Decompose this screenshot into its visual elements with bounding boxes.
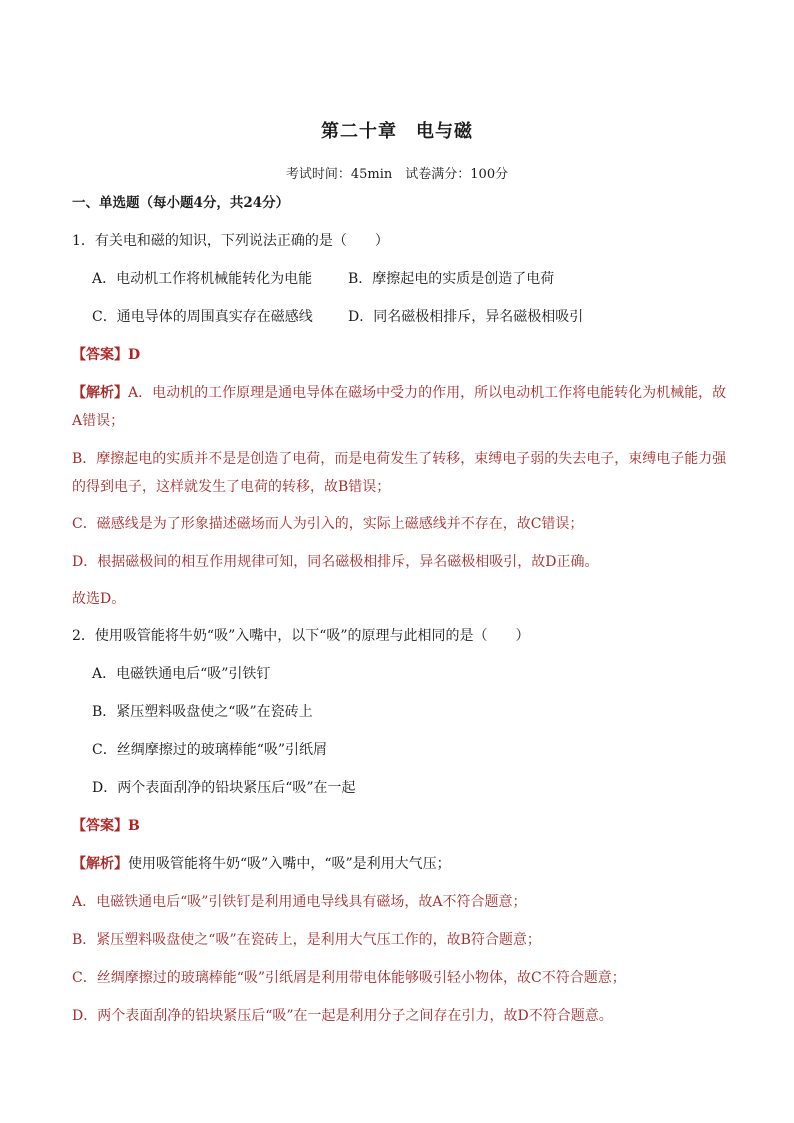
question-1-stem: 1．有关电和磁的知识，下列说法正确的是（ ）	[72, 233, 389, 249]
analysis-text: A．电动机的工作原理是通电导体在磁场中受力的作用，所以电动机工作将电能转化为机械能，故	[128, 385, 727, 401]
question-1-analysis-c-line: C．磁感线是为了形象描述磁场而人为引入的，实际上磁感线并不存在，故C错误；	[72, 516, 584, 532]
question-2-analysis-a-line: A．电磁铁通电后“吸”引铁钉是利用通电导线具有磁场，故A不符合题意；	[72, 894, 527, 910]
page-title: 第二十章 电与磁	[321, 121, 473, 142]
answer-value: B	[128, 818, 140, 834]
exam-info: 考试时间：45min 试卷满分：100分	[285, 167, 509, 182]
question-1-analysis-b-line2: 的得到电子，这样就发生了电荷的转移，故B错误；	[72, 479, 391, 495]
question-2-answer	[72, 816, 140, 836]
question-2-option-d: D．两个表面刮净的铅块紧压后“吸”在一起	[92, 780, 356, 796]
question-1-analysis-d-line: D．根据磁极间的相互作用规律可知，同名磁极相排斥，异名磁极相吸引，故D正确。	[72, 554, 599, 570]
question-2-option-c: C．丝绸摩擦过的玻璃棒能“吸”引纸屑	[92, 742, 328, 758]
section-heading: 一、单选题（每小题4分，共24分）	[72, 195, 290, 211]
question-2-option-a: A．电磁铁通电后“吸”引铁钉	[92, 666, 271, 682]
analysis-label: 【解析】	[72, 385, 128, 401]
question-1-analysis-a-line2: A错误；	[72, 413, 125, 429]
answer-value: D	[128, 347, 141, 363]
question-1-analysis-a-line1	[72, 383, 726, 403]
question-1-answer	[72, 345, 140, 365]
answer-label: 【答案】	[72, 347, 128, 363]
question-2-analysis-b-line: B．紧压塑料吸盘使之“吸”在瓷砖上，是利用大气压工作的，故B符合题意；	[72, 932, 541, 948]
question-1-option-a: A．电动机工作将机械能转化为电能	[92, 271, 313, 287]
question-1-analysis-b-line1: B．摩擦起电的实质并不是是创造了电荷，而是电荷发生了转移，束缚电子弱的失去电子，束缚电子能力强	[72, 451, 727, 467]
answer-label: 【答案】	[72, 818, 128, 834]
question-2-option-b: B．紧压塑料吸盘使之“吸”在瓷砖上	[92, 704, 313, 720]
question-2-analysis-c-line: C．丝绸摩擦过的玻璃棒能“吸”引纸屑是利用带电体能够吸引轻小物体，故C不符合题意；	[72, 970, 626, 986]
question-1-conclusion: 故选D。	[72, 591, 126, 607]
analysis-label: 【解析】	[72, 856, 128, 872]
question-2-analysis-d-line: D．两个表面刮净的铅块紧压后“吸”在一起是利用分子之间存在引力，故D不符合题意。	[72, 1008, 613, 1024]
question-2-analysis-intro	[72, 854, 451, 874]
question-1-option-d: D．同名磁极相排斥，异名磁极相吸引	[348, 309, 584, 325]
question-2-stem: 2．使用吸管能将牛奶“吸”入嘴中，以下“吸”的原理与此相同的是（ ）	[72, 628, 530, 644]
analysis-text: 使用吸管能将牛奶“吸”入嘴中，“吸”是利用大气压；	[128, 856, 451, 872]
question-1-option-c: C．通电导体的周围真实存在磁感线	[92, 309, 313, 325]
question-1-option-b: B．摩擦起电的实质是创造了电荷	[348, 271, 555, 287]
